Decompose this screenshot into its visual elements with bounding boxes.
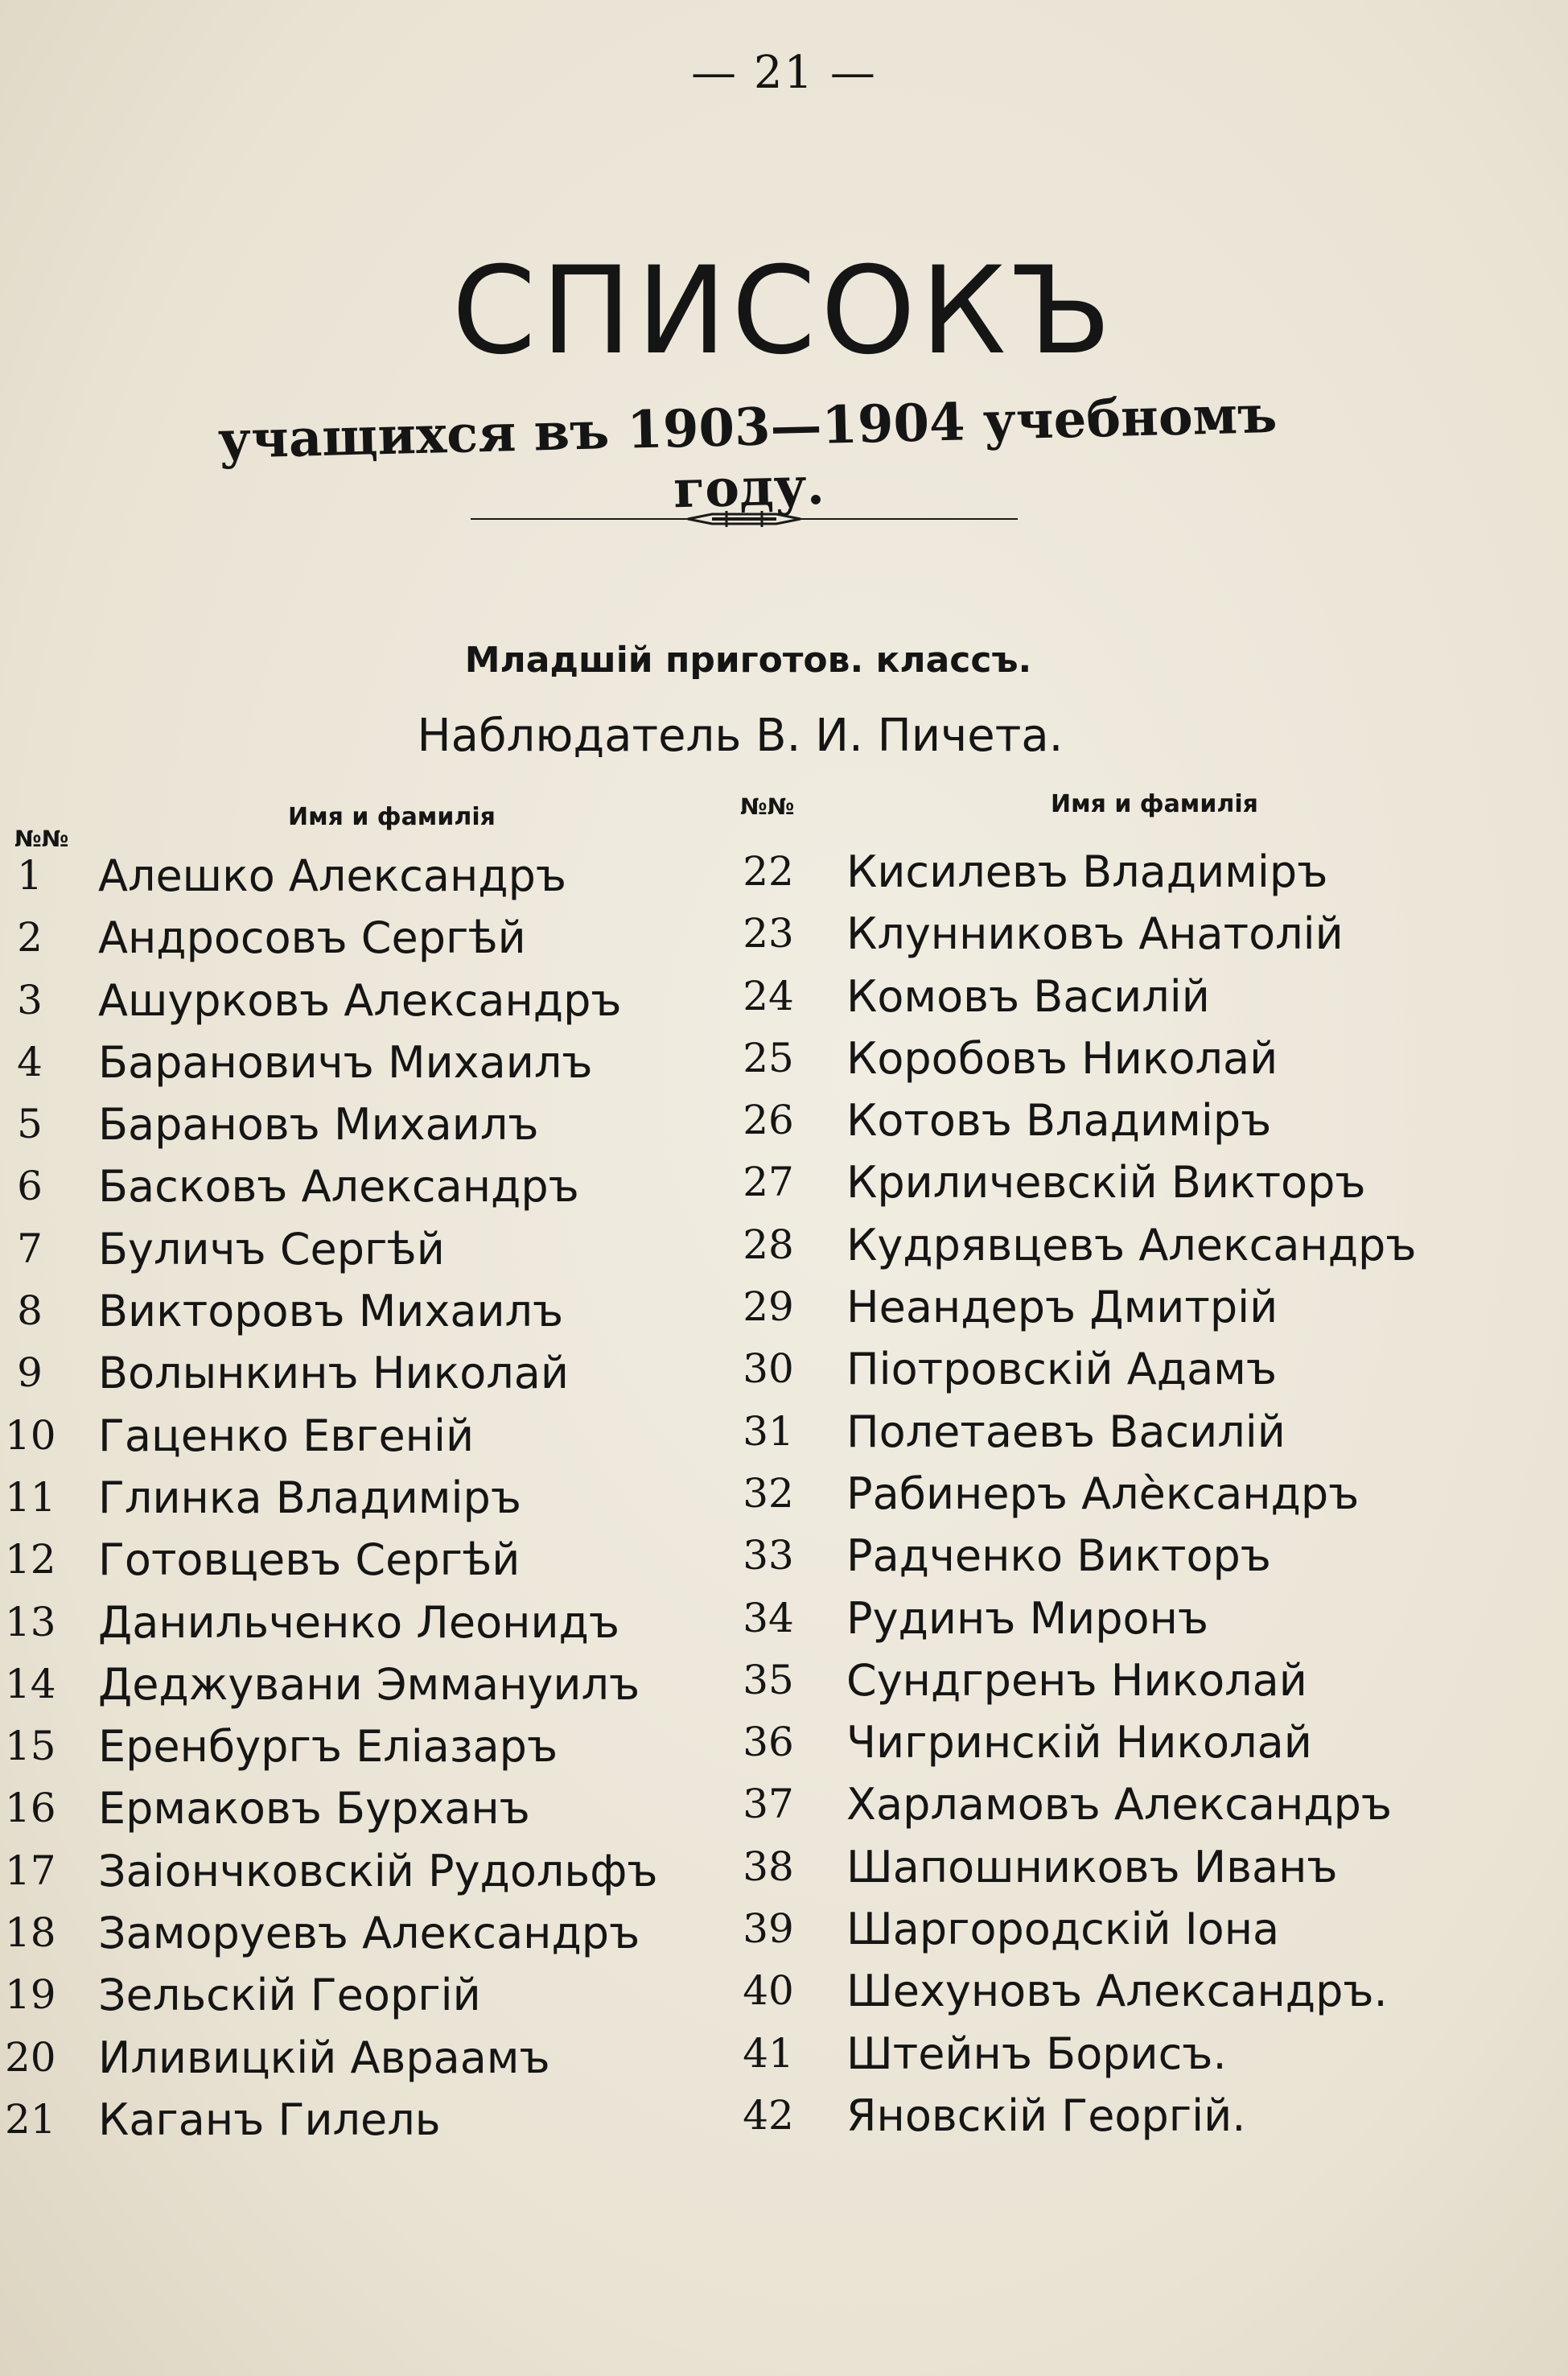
list-item [0, 1218, 724, 1280]
row-number: 40 [743, 1967, 794, 2015]
row-number: 17 [5, 1847, 56, 1894]
list-item [724, 2023, 1529, 2085]
row-number: 38 [743, 1843, 794, 1890]
student-name: Рабинеръ Алѐксандръ [846, 1468, 1360, 1519]
list-item [724, 1214, 1529, 1276]
row-number: 24 [743, 972, 794, 1019]
header-name-left: Имя и фамилія [288, 803, 496, 831]
list-item [0, 1840, 724, 1902]
list-item [724, 1898, 1529, 1960]
student-name: Кудрявцевъ Александръ [846, 1219, 1417, 1270]
student-name: Андросовъ Сергѣй [98, 912, 526, 964]
student-name: Харламовъ Александръ [846, 1779, 1393, 1830]
row-number: 21 [5, 2095, 56, 2143]
student-name: Клунниковъ Анатолій [846, 908, 1344, 960]
student-name: Буличъ Сергѣй [98, 1223, 445, 1274]
page-title: СПИСОКЪ [451, 241, 1117, 381]
student-name: Радченко Викторъ [846, 1530, 1271, 1582]
row-number: 11 [5, 1473, 56, 1521]
row-number: 39 [743, 1905, 794, 1953]
student-name: Шапошниковъ Иванъ [846, 1841, 1338, 1892]
list-item [0, 845, 724, 907]
student-name: Данильченко Леонидъ [98, 1596, 620, 1648]
header-number-left: №№ [14, 826, 69, 852]
list-item [724, 966, 1529, 1027]
row-number: 23 [743, 910, 794, 957]
student-name: Еренбургъ Еліазаръ [98, 1721, 558, 1773]
student-name: Барановъ Михаилъ [98, 1099, 539, 1151]
row-number: 7 [17, 1225, 43, 1272]
row-number: 36 [743, 1719, 794, 1766]
row-number: 4 [17, 1038, 43, 1085]
row-number: 10 [5, 1411, 56, 1459]
student-name: Коробовъ Николай [846, 1032, 1278, 1084]
list-item [0, 1280, 724, 1342]
list-item [0, 1093, 724, 1155]
student-name: Сундгренъ Николай [846, 1654, 1307, 1706]
student-name: Яновскій Георгій. [846, 2090, 1246, 2141]
student-name: Кисилевъ Владиміръ [846, 846, 1328, 897]
student-name: Каганъ Гилель [98, 2094, 441, 2145]
student-name: Иливицкій Авраамъ [98, 2032, 550, 2083]
row-number: 5 [17, 1101, 43, 1148]
row-number: 34 [743, 1594, 794, 1641]
list-item [724, 1960, 1529, 2022]
student-list-left [0, 845, 724, 2151]
list-item [0, 1777, 724, 1839]
row-number: 12 [5, 1536, 56, 1583]
list-item [724, 1338, 1529, 1400]
list-item [724, 1587, 1529, 1649]
student-name: Басковъ Александръ [98, 1161, 579, 1213]
row-number: 30 [743, 1345, 794, 1393]
student-name: Криличевскій Викторъ [846, 1157, 1366, 1209]
student-name: Гаценко Евгеній [98, 1410, 475, 1461]
row-number: 33 [743, 1532, 794, 1579]
student-name: Ашурковъ Александръ [98, 974, 622, 1026]
row-number: 31 [743, 1407, 794, 1455]
student-name: Рудинъ Миронъ [846, 1592, 1209, 1644]
student-name: Котовъ Владиміръ [846, 1095, 1272, 1147]
row-number: 3 [17, 976, 43, 1023]
list-item [0, 1405, 724, 1467]
row-number: 25 [743, 1034, 794, 1081]
row-number: 15 [5, 1723, 56, 1770]
student-name: Викторовъ Михаилъ [98, 1286, 564, 1337]
list-item [724, 841, 1529, 903]
row-number: 9 [17, 1349, 43, 1397]
list-item [724, 1089, 1529, 1151]
row-number: 35 [743, 1656, 794, 1703]
student-name: Полетаевъ Василій [846, 1406, 1286, 1457]
student-name: Алешко Александръ [98, 850, 567, 901]
row-number: 16 [5, 1785, 56, 1832]
list-item [724, 1463, 1529, 1525]
list-item [0, 1342, 724, 1404]
list-item [724, 1027, 1529, 1089]
list-item [0, 1155, 724, 1217]
list-item [0, 2027, 724, 2089]
student-name: Заморуевъ Александръ [98, 1908, 640, 1959]
row-number: 1 [17, 852, 43, 899]
row-number: 22 [743, 848, 794, 895]
list-item [724, 1401, 1529, 1463]
row-number: 42 [743, 2091, 794, 2139]
student-name: Піотровскій Адамъ [846, 1344, 1278, 1395]
list-item [0, 1715, 724, 1777]
row-number: 32 [743, 1469, 794, 1517]
row-number: 41 [743, 2029, 794, 2077]
row-number: 2 [17, 914, 43, 962]
page-number: — 21 — [691, 47, 877, 99]
class-title: Младшій приготов. классъ. [464, 640, 1032, 681]
student-name: Неандеръ Дмитрій [846, 1282, 1278, 1333]
student-name: Готовцевъ Сергѣй [98, 1534, 521, 1586]
row-number: 37 [743, 1781, 794, 1828]
row-number: 18 [5, 1909, 56, 1957]
student-name: Шаргородскій Іона [846, 1904, 1280, 1955]
list-item [0, 1467, 724, 1529]
student-name: Чигринскій Николай [846, 1717, 1312, 1769]
list-item [724, 1711, 1529, 1773]
student-name: Ермаковъ Бурханъ [98, 1783, 530, 1835]
student-name: Глинка Владиміръ [98, 1472, 521, 1523]
row-number: 26 [743, 1097, 794, 1144]
student-name: Штейнъ Борисъ. [846, 2028, 1227, 2079]
row-number: 28 [743, 1221, 794, 1268]
list-item [0, 970, 724, 1032]
row-number: 20 [5, 2033, 56, 2081]
page-subtitle: учащихся въ 1903—1904 учебномъ году. [217, 384, 1278, 521]
list-item [724, 903, 1529, 965]
header-number-right: №№ [740, 793, 795, 820]
student-name: Деджувани Эммануилъ [98, 1658, 640, 1710]
student-name: Барановичъ Михаилъ [98, 1036, 593, 1088]
list-item [0, 1964, 724, 2026]
list-item [0, 1592, 724, 1653]
list-item [0, 1902, 724, 1964]
list-item [724, 1773, 1529, 1835]
list-item [724, 1276, 1529, 1338]
row-number: 14 [5, 1660, 56, 1707]
student-name: Волынкинъ Николай [98, 1348, 569, 1399]
row-number: 13 [5, 1598, 56, 1645]
student-name: Комовъ Василій [846, 970, 1210, 1022]
student-name: Зельскій Георгій [98, 1970, 481, 2021]
list-item [0, 1529, 724, 1591]
row-number: 27 [743, 1159, 794, 1206]
list-item [0, 2089, 724, 2151]
ornament-divider [471, 499, 1018, 539]
student-list-right [724, 841, 1529, 2147]
list-item [724, 2085, 1529, 2147]
row-number: 6 [17, 1163, 43, 1210]
list-item [0, 1653, 724, 1715]
list-item [724, 1836, 1529, 1898]
row-number: 8 [17, 1287, 43, 1335]
supervisor-line: Наблюдатель В. И. Пичета. [417, 710, 1064, 762]
row-number: 29 [743, 1283, 794, 1331]
list-item [0, 907, 724, 969]
list-item [0, 1032, 724, 1093]
student-name: Заіончковскій Рудольфъ [98, 1845, 658, 1896]
header-name-right: Имя и фамилія [1051, 790, 1258, 818]
list-item [724, 1649, 1529, 1711]
row-number: 19 [5, 1971, 56, 2019]
list-item [724, 1151, 1529, 1213]
student-name: Шехуновъ Александръ. [846, 1966, 1388, 2017]
list-item [724, 1525, 1529, 1587]
